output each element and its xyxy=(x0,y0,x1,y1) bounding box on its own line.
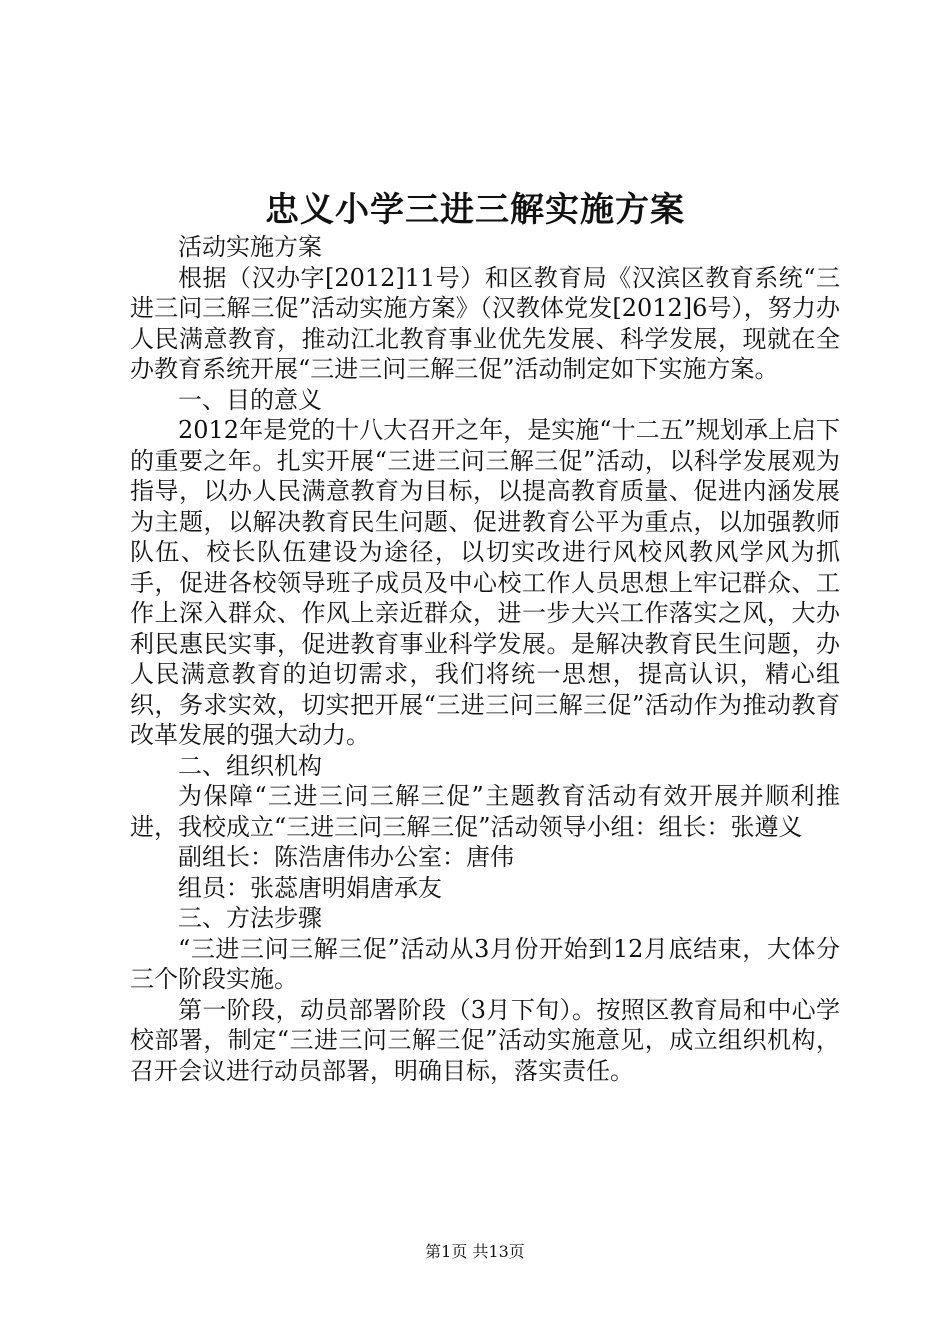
paragraph-subtitle: 活动实施方案 xyxy=(178,233,322,261)
document-body xyxy=(130,232,840,1086)
heading-purpose: 一、目的意义 xyxy=(178,385,322,414)
paragraph-phase-one: 第一阶段，动员部署阶段（3月下旬）。按照区教育局和中心学校部署，制定“三进三问三解三促”活动实施意见，成立组织机构，召开会议进行动员部署，明确目标，落实责任。 xyxy=(130,995,840,1085)
document-title: 忠义小学三进三解实施方案 xyxy=(265,190,685,230)
paragraph-purpose: 2012年是党的十八大召开之年，是实施“十二五”规划承上启下的重要之年。扎实开展“三进三问三解三促”活动，以科学发展观为指导，以办人民满意教育为目标，以提高教育质量、促进内涵发展为主题，以解决教育民生问题、促进教育公平为重点，以加强教师队伍、校长队伍建设为途径，以切实改进行风校风教风学风为抓手，促进各校领导班子成员及中心校工作人员思想上牢记群众、工作上深入群众、作风上亲近群众，进一步大兴工作落实之风，大办利民惠民实事，促进教育事业科学发展。是解决教育民生问题，办人民满意教育的迫切需求，我们将统一思想，提高认识，精心组织，务求实效，切实把开展“三进三问三解三促”活动作为推动教育改革发展的强大动力。 xyxy=(130,416,840,749)
paragraph-deputy-leaders: 副组长：陈浩唐伟办公室：唐伟 xyxy=(178,843,514,871)
heading-organization: 二、组织机构 xyxy=(178,751,322,780)
paragraph-members: 组员：张蕊唐明娟唐承友 xyxy=(178,873,442,902)
paragraph-organization: 为保障“三进三问三解三促”主题教育活动有效开展并顺利推进，我校成立“三进三问三解三促”活动领导小组：组长：张遵义 xyxy=(130,782,840,841)
heading-steps: 三、方法步骤 xyxy=(178,904,322,932)
paragraph-schedule: “三进三问三解三促”活动从3月份开始到12月底结束，大体分三个阶段实施。 xyxy=(130,934,840,993)
paragraph-intro: 根据（汉办字[2012]11号）和区教育局《汉滨区教育系统“三进三问三解三促”活动实施方案》（汉教体党发[2012]6号），努力办人民满意教育，推动江北教育事业优先发展、科学发展，现就在全办教育系统开展“三进三问三解三促”活动制定如下实施方案。 xyxy=(130,263,840,383)
page-footer: 第1页 共13页 xyxy=(425,1242,525,1261)
